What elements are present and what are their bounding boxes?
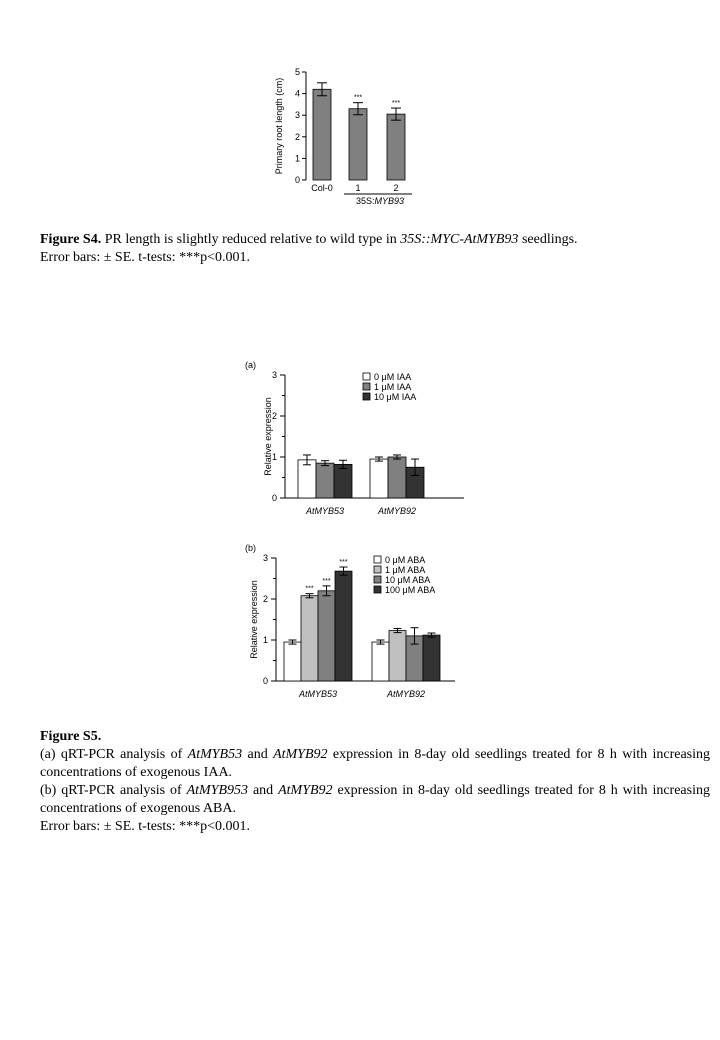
- y-tick-label-5: 5: [294, 67, 300, 77]
- y-tick-label-0: 0: [271, 493, 277, 503]
- bar-atmyb92-0: [370, 459, 388, 498]
- y-axis-label: Primary root length (cm): [274, 77, 284, 175]
- y-tick-label-0: 0: [262, 676, 268, 686]
- significance-marker: ***: [339, 559, 348, 567]
- figure-s5-error-note: Error bars: ± SE. t-tests: ***p<0.001.: [40, 819, 250, 834]
- x-category-label-atmyb53: AtMYB53: [305, 506, 345, 516]
- bar-atmyb92-3: [423, 635, 440, 681]
- legend-label-0: 0 μM IAA: [374, 372, 412, 382]
- legend-swatch-1: [374, 566, 381, 573]
- bar-atmyb53-0: [284, 642, 301, 681]
- legend-swatch-3: [374, 586, 381, 593]
- figure-s4-label: Figure S4.: [40, 232, 102, 247]
- figure-s5-b-gene-1: AtMYB953: [186, 783, 249, 798]
- x-category-label-atmyb53: AtMYB53: [298, 689, 338, 699]
- legend-swatch-2: [374, 576, 381, 583]
- bar-atmyb53-2: [318, 591, 335, 681]
- y-tick-label-0: 0: [294, 175, 300, 185]
- bar-atmyb92-1: [389, 631, 406, 681]
- legend-label-1: 1 μM ABA: [385, 565, 426, 575]
- figure-s5a-chart: [240, 355, 470, 520]
- significance-marker: ***: [305, 585, 314, 593]
- x-category-label-atmyb92: AtMYB92: [386, 689, 426, 699]
- figure-s4-genotype: 35S::MYC-AtMYB93: [400, 232, 519, 247]
- bar-2: [387, 114, 405, 180]
- y-tick-label-3: 3: [262, 553, 268, 563]
- y-tick-label-2: 2: [262, 594, 268, 604]
- figure-s4-text-1: PR length is slightly reduced relative to wild type in: [101, 232, 401, 247]
- significance-marker: ***: [322, 577, 331, 585]
- y-tick-label-3: 3: [294, 110, 300, 121]
- bar-atmyb53-3: [335, 571, 352, 681]
- y-axis-label: Relative expression: [263, 397, 273, 476]
- figure-s4-text-2: seedlings.: [518, 232, 578, 247]
- figure-s5-part-a: [40, 746, 710, 782]
- figure-s5-part-b: [40, 782, 710, 818]
- significance-2: ***: [391, 100, 401, 108]
- x-tick-label-0: Col-0: [311, 183, 333, 193]
- y-tick-label-2: 2: [271, 411, 277, 421]
- figure-s4-chart: [268, 60, 428, 210]
- figure-s5-b-text-2: and: [248, 783, 279, 798]
- figure-s5-a-gene-1: AtMYB53: [187, 747, 243, 762]
- bar-atmyb53-2: [334, 464, 352, 498]
- y-tick-label-4: 4: [294, 88, 300, 99]
- figure-s5-b-gene-2: AtMYB92: [278, 783, 333, 798]
- legend-label-0: 0 μM ABA: [385, 555, 426, 565]
- y-tick-label-2: 2: [294, 131, 300, 142]
- bar-atmyb92-1: [388, 457, 406, 498]
- y-axis-label: Relative expression: [249, 580, 259, 659]
- figure-s5-b-text-1: (b) qRT-PCR analysis of: [40, 783, 187, 798]
- legend-label-3: 100 μM ABA: [385, 585, 436, 595]
- bar-atmyb53-1: [316, 463, 334, 498]
- y-tick-label-1: 1: [294, 153, 300, 164]
- y-tick-label-1: 1: [271, 452, 277, 462]
- significance-1: ***: [353, 94, 363, 102]
- y-tick-label-1: 1: [262, 635, 268, 645]
- legend-swatch-0: [374, 556, 381, 563]
- figure-s4-error-note: Error bars: ± SE. t-tests: ***p<0.001.: [40, 250, 250, 265]
- legend-label-2: 10 μM IAA: [374, 392, 417, 402]
- figure-s5-caption: [40, 728, 710, 836]
- legend-swatch-1: [363, 383, 370, 390]
- bar-0: [313, 89, 331, 180]
- bar-atmyb53-0: [298, 460, 316, 498]
- bar-atmyb53-1: [301, 596, 318, 681]
- figure-s5-a-text-1: (a) qRT-PCR analysis of: [40, 747, 188, 762]
- group-label: 35S:MYB93: [355, 196, 405, 206]
- bar-atmyb92-0: [372, 642, 389, 681]
- figure-s5-label: Figure S5.: [40, 729, 102, 744]
- figure-s5-a-text-2: and: [242, 747, 274, 762]
- figure-s5-a-text-3: expression in 8-day old seedlings treated for 8 h with increasing concentrations of exogenous IAA.: [40, 747, 710, 780]
- x-tick-label-1: 1: [355, 183, 361, 193]
- figure-s5-a-gene-2: AtMYB92: [273, 747, 328, 762]
- legend-swatch-0: [363, 373, 370, 380]
- figure-s4-caption: [40, 231, 710, 267]
- legend-label-2: 10 μM ABA: [385, 575, 431, 585]
- panel-label: (b): [245, 543, 256, 553]
- legend-swatch-2: [363, 393, 370, 400]
- figure-s5b-chart: [240, 538, 470, 703]
- x-category-label-atmyb92: AtMYB92: [377, 506, 417, 516]
- panel-label: (a): [245, 360, 256, 370]
- legend-label-1: 1 μM IAA: [374, 382, 412, 392]
- figure-s5-b-text-3: expression in 8-day old seedlings treated for 8 h with increasing concentrations of exogenous ABA.: [40, 783, 710, 816]
- x-tick-label-2: 2: [393, 183, 399, 193]
- y-tick-label-3: 3: [271, 370, 277, 380]
- bar-1: [349, 109, 367, 180]
